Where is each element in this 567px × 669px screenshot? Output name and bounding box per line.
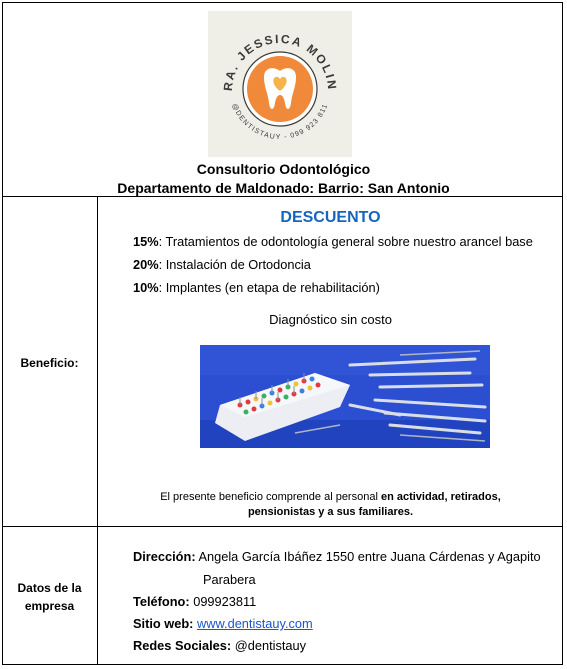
website-link[interactable]: www.dentistauy.com	[197, 616, 313, 631]
redes-value: @dentistauy	[231, 638, 307, 653]
direccion-value: Angela García Ibáñez 1550 entre Juana Cárdenas y Agapito	[195, 549, 541, 564]
beneficio-note-line2	[98, 505, 563, 520]
discount-percent: 10%	[133, 280, 159, 295]
discount-percent: 20%	[133, 257, 159, 272]
header-location: Departamento de Maldonado: Barrio: San Antonio	[117, 180, 450, 196]
logo-handle-text: @DENTISTAUY - 099 923 811	[230, 102, 330, 142]
header-title: Consultorio Odontológico	[196, 161, 371, 177]
discount-description: : Instalación de Ortodoncia	[158, 257, 311, 272]
empresa-label-line: Datos de la	[17, 581, 82, 595]
direccion-line	[133, 549, 541, 564]
note-bold-text: pensionistas y a sus familiares.	[247, 506, 414, 518]
descuento-title: DESCUENTO	[280, 209, 381, 226]
sitio-line	[133, 616, 313, 631]
note-text: El presente beneficio comprende al personal	[160, 491, 381, 503]
divider-empresa	[2, 526, 563, 527]
discount-description: : Tratamientos de odontología general sobre nuestro arancel base	[158, 234, 533, 249]
redes-line	[133, 638, 306, 653]
diagnostico-text: Diagnóstico sin costo	[269, 312, 392, 327]
empresa-label-line: empresa	[24, 599, 75, 613]
column-divider	[97, 196, 98, 665]
discount-description: : Implantes (en etapa de rehabilitación)	[158, 280, 380, 295]
redes-label: Redes Sociales:	[133, 638, 232, 653]
discount-percent: 15%	[133, 234, 159, 249]
note-bold-text: en actividad, retirados,	[380, 491, 501, 503]
clinic-logo	[208, 11, 352, 157]
discount-item	[133, 257, 311, 272]
telefono-line	[133, 594, 256, 609]
divider-header	[2, 196, 563, 197]
direccion-line-2: Parabera	[203, 572, 256, 587]
logo-arc-text: RA. JESSICA MOLIN	[220, 31, 340, 92]
telefono-value: 099923811	[189, 594, 257, 609]
discount-item	[133, 234, 533, 249]
beneficio-label: Beneficio:	[20, 356, 79, 370]
direccion-label: Dirección:	[133, 549, 196, 564]
empresa-label	[2, 579, 97, 615]
discount-item	[133, 280, 380, 295]
telefono-label: Teléfono:	[133, 594, 190, 609]
sitio-label: Sitio web:	[133, 616, 194, 631]
beneficio-note	[98, 490, 563, 505]
dental-instruments-photo	[200, 345, 490, 448]
